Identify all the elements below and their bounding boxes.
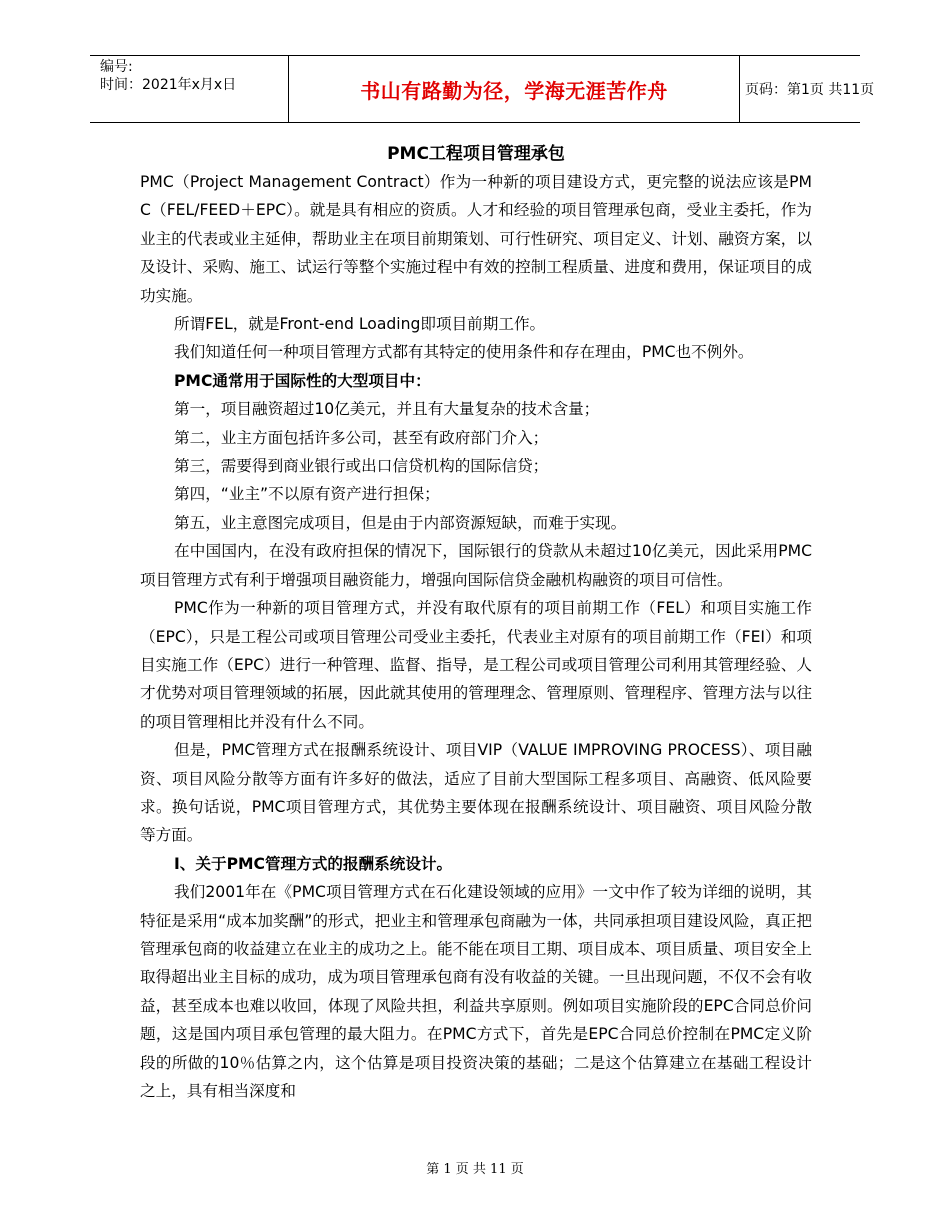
section-heading: PMC通常用于国际性的大型项目中：: [174, 371, 431, 390]
page-footer: 第 1 页 共 11 页: [426, 1162, 524, 1177]
list-item: 第一，项目融资超过10亿美元，并且有大量复杂的技术含量；: [174, 400, 600, 419]
list-item: 第二，业主方面包括许多公司，甚至有政府部门介入；: [174, 428, 549, 447]
header-table: [90, 55, 875, 123]
page-label: 页码：第1页 共11页: [745, 82, 875, 98]
list-item: 第五，业主意图完成项目，但是由于内部资源短缺，而难于实现。: [174, 513, 627, 532]
paragraph: 在中国国内，在没有政府担保的情况下，国际银行的贷款从未超过10亿美元，因此采用PMC项目管理方式有利于增强项目融资能力，增强向国际信贷金融机构融资的项目可信性。: [140, 542, 812, 589]
list-item: 第四，“业主”不以原有资产进行担保；: [174, 485, 440, 504]
paragraph: 我们知道任何一种项目管理方式都有其特定的使用条件和存在理由，PMC也不例外。: [174, 343, 754, 362]
list-item: 第三，需要得到商业银行或出口信贷机构的国际信贷；: [174, 457, 549, 476]
header-motto-cell: [288, 56, 740, 122]
paragraph: 所谓FEL，就是Front-end Loading即项目前期工作。: [174, 315, 546, 334]
paragraph: PMC（Project Management Contract）作为一种新的项目建设方式，更完整的说法应该是PMC（FEL/FEED＋EPC）。就是具有相应的资质。人才和经验的项目管理承包商，受业主委托，作为业主的代表或业主延伸，帮助业主在项目前期策划、可行性研究、项目定义、计划、融资方案，以及设计、采购、施工、试运行等整个实施过程中有效的控制工程质量、进度和费用，保证项目的成功实施。: [140, 173, 812, 305]
motto-text: 书山有路勤为径，学海无涯苦作舟: [360, 78, 668, 103]
section-heading: I、关于PMC管理方式的报酬系统设计。: [174, 854, 453, 873]
header-page-cell: [745, 56, 875, 122]
paragraph: 但是，PMC管理方式在报酬系统设计、项目VIP（VALUE IMPROVING PROCESS）、项目融资、项目风险分散等方面有许多好的做法，适应了目前大型国际工程多项目、高融资、低风险要求。换句话说，PMC项目管理方式，其优势主要体现在报酬系统设计、项目融资、项目风险分散等方面。: [140, 741, 812, 845]
number-label: 编号:: [100, 59, 133, 75]
header-meta: [100, 58, 286, 94]
document-title: PMC工程项目管理承包: [387, 144, 565, 164]
time-label: 时间：2021年x月x日: [100, 77, 237, 93]
document-body: [140, 140, 812, 1105]
paragraph: 我们2001年在《PMC项目管理方式在石化建设领域的应用》一文中作了较为详细的说明，其特征是采用“成本加奖酬”的形式，把业主和管理承包商融为一体，共同承担项目建设风险，真正把管理承包商的收益建立在业主的成功之上。能不能在项目工期、项目成本、项目质量、项目安全上取得超出业主目标的成功，成为项目管理承包商有没有收益的关键。一旦出现问题，不仅不会有收益，甚至成本也难以收回，体现了风险共担，利益共享原则。例如项目实施阶段的EPC合同总价问题，这是国内项目承包管理的最大阻力。在PMC方式下，首先是EPC合同总价控制在PMC定义阶段的所做的10％估算之内，这个估算是项目投资决策的基础；二是这个估算建立在基础工程设计之上，具有相当深度和: [140, 883, 812, 1100]
paragraph: PMC作为一种新的项目管理方式，并没有取代原有的项目前期工作（FEL）和项目实施工作（EPC），只是工程公司或项目管理公司受业主委托，代表业主对原有的项目前期工作（FEI）和项目实施工作（EPC）进行一种管理、监督、指导，是工程公司或项目管理公司利用其管理经验、人才优势对项目管理领域的拓展，因此就其使用的管理理念、管理原则、管理程序、管理方法与以往的项目管理相比并没有什么不同。: [140, 599, 812, 731]
